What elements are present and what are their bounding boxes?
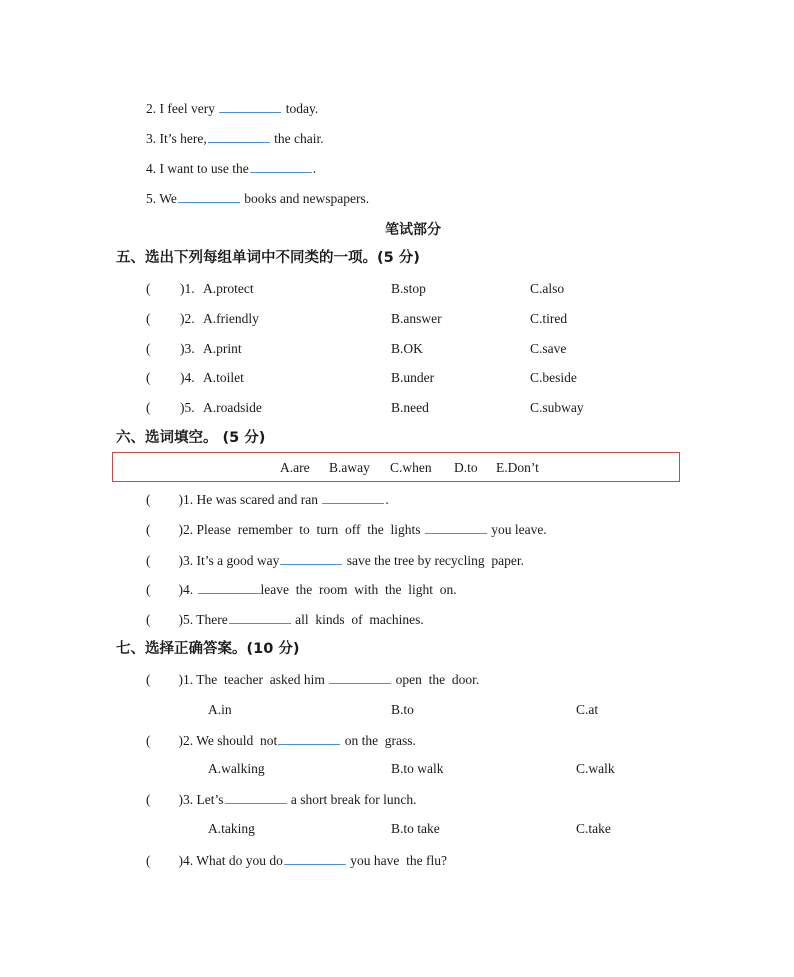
word-option: E.Don’t xyxy=(496,460,539,475)
word-option: B.away xyxy=(329,460,370,475)
section6-item: ( )3. It’s a good way save the tree by recycling paper. xyxy=(146,553,525,568)
answer-blank[interactable] xyxy=(178,190,240,203)
listening-line-3: 3. It’s here, the chair. xyxy=(146,131,324,146)
answer-blank[interactable] xyxy=(250,160,312,173)
section6-item: ( )1. He was scared and ran . xyxy=(146,492,389,507)
section7-question: ( )4. What do you do you have the flu? xyxy=(146,853,447,868)
listening-line-2: 2. I feel very today. xyxy=(146,101,319,116)
listening-line-4: 4. I want to use the . xyxy=(146,161,317,176)
answer-blank[interactable] xyxy=(425,521,487,534)
answer-blank[interactable] xyxy=(225,791,287,804)
answer-blank[interactable] xyxy=(278,732,340,745)
answer-blank[interactable] xyxy=(284,852,346,865)
answer-blank[interactable] xyxy=(198,581,260,594)
answer-blank[interactable] xyxy=(229,611,291,624)
section6-heading: 六、选词填空。 (5 分) xyxy=(116,430,266,446)
word-option: A.are xyxy=(280,460,310,475)
answer-blank[interactable] xyxy=(219,100,281,113)
section5-heading: 五、选出下列每组单词中不同类的一项。(5 分) xyxy=(116,250,420,266)
word-option: D.to xyxy=(454,460,478,475)
section7-heading: 七、选择正确答案。(10 分) xyxy=(116,641,300,657)
section6-item: ( )4. leave the room with the light on. xyxy=(146,582,457,597)
word-option: C.when xyxy=(390,460,432,475)
answer-blank[interactable] xyxy=(208,130,270,143)
section7-question: ( )3. Let’s a short break for lunch. xyxy=(146,792,417,807)
section7-question: ( )2. We should not on the grass. xyxy=(146,733,416,748)
word-bank-box xyxy=(112,452,680,482)
answer-blank[interactable] xyxy=(322,491,384,504)
answer-blank[interactable] xyxy=(280,552,342,565)
section6-item: ( )5. There all kinds of machines. xyxy=(146,612,424,627)
section6-item: ( )2. Please remember to turn off the lights you leave. xyxy=(146,522,547,537)
section7-question: ( )1. The teacher asked him open the door. xyxy=(146,672,480,687)
listening-line-5: 5. We books and newspapers. xyxy=(146,191,370,206)
answer-blank[interactable] xyxy=(329,671,391,684)
written-part-title: 笔试部分 xyxy=(385,222,441,238)
